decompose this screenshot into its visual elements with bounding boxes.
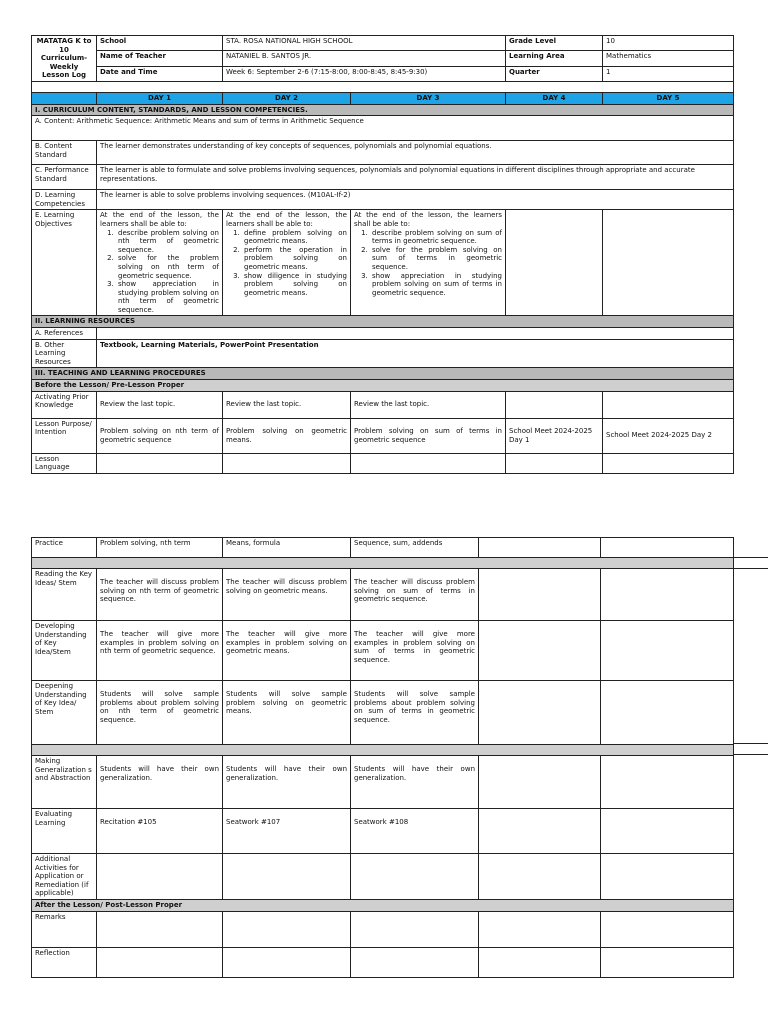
evaluating-label: Evaluating Learning bbox=[32, 809, 97, 854]
developing-day2: The teacher will give more examples in problem solving on geometric means. bbox=[223, 621, 351, 681]
remarks-label: Remarks bbox=[32, 911, 97, 947]
other-resources-text: Textbook, Learning Materials, PowerPoint Presentation bbox=[97, 339, 734, 368]
objective-item: 3. show appreciation in studying problem solving on sum of terms in geometric sequence. bbox=[370, 272, 502, 298]
practice-day2: Means, formula bbox=[223, 538, 351, 558]
evaluating-day2: Seatwork #107 bbox=[223, 809, 351, 854]
generalization-day1: Students will have their own generalization. bbox=[97, 756, 223, 809]
objective-item: 1. describe problem solving on sum of terms in geometric sequence. bbox=[370, 229, 502, 246]
objectives-lead: At the end of the lesson, the learners shall be able to: bbox=[100, 211, 219, 228]
purpose-day3: Problem solving on sum of terms in geometric sequence bbox=[351, 418, 506, 453]
deepening-label: Deepening Understanding of Key Idea/ Stem bbox=[32, 681, 97, 745]
day-3-header: DAY 3 bbox=[351, 92, 506, 104]
activating-day1: Review the last topic. bbox=[97, 391, 223, 418]
purpose-day1: Problem solving on nth term of geometric sequence bbox=[97, 418, 223, 453]
after-lesson-heading: After the Lesson/ Post-Lesson Proper bbox=[32, 899, 734, 911]
school-label: School bbox=[97, 36, 223, 51]
generalization-label: Making Generalization s and Abstraction bbox=[32, 756, 97, 809]
additional-day4 bbox=[479, 854, 601, 900]
objective-item: 2. solve for the problem solving on nth term of geometric sequence. bbox=[116, 254, 219, 280]
grey-divider-1 bbox=[32, 558, 734, 569]
days-header-row bbox=[32, 92, 734, 104]
section3-title: III. TEACHING AND LEARNING PROCEDURES bbox=[32, 368, 734, 380]
log-title: MATATAG K to 10 Curriculum-Weekly Lesson Log bbox=[32, 36, 97, 82]
datetime-value: Week 6: September 2-6 (7:15-8:00, 8:00-8:45, 8:45-9:30) bbox=[223, 66, 506, 81]
language-day3 bbox=[351, 453, 506, 473]
activating-day5 bbox=[603, 391, 734, 418]
competencies-label: D. Learning Competencies bbox=[32, 190, 97, 210]
purpose-day4: School Meet 2024-2025 Day 1 bbox=[506, 418, 603, 453]
additional-day1 bbox=[97, 854, 223, 900]
practice-day5 bbox=[601, 538, 734, 558]
remarks-day5 bbox=[601, 911, 734, 947]
deepening-day5 bbox=[601, 681, 734, 745]
objectives-day4 bbox=[506, 210, 603, 316]
quarter-value: 1 bbox=[603, 66, 734, 81]
reading-day4 bbox=[479, 569, 601, 621]
objectives-lead: At the end of the lesson, the learners shall be able to: bbox=[354, 211, 502, 228]
additional-day3 bbox=[351, 854, 479, 900]
purpose-day2: Problem solving on geometric means. bbox=[223, 418, 351, 453]
developing-day5 bbox=[601, 621, 734, 681]
lesson-log-table-page1 bbox=[31, 35, 734, 474]
deepening-day1: Students will solve sample problems about problem solving on nth term of geometric sequence. bbox=[97, 681, 223, 745]
evaluating-day4 bbox=[479, 809, 601, 854]
purpose-label: Lesson Purpose/ Intention bbox=[32, 418, 97, 453]
reflection-day5 bbox=[601, 947, 734, 977]
spacer-row bbox=[32, 81, 734, 92]
language-day2 bbox=[223, 453, 351, 473]
language-day4 bbox=[506, 453, 603, 473]
developing-day3: The teacher will give more examples in problem solving on sum of terms in geometric sequence. bbox=[351, 621, 479, 681]
reflection-day4 bbox=[479, 947, 601, 977]
area-value: Mathematics bbox=[603, 51, 734, 66]
generalization-day2: Students will have their own generalization. bbox=[223, 756, 351, 809]
objectives-day1 bbox=[97, 210, 223, 316]
ruling-extension bbox=[733, 568, 768, 569]
objectives-label: E. Learning Objectives bbox=[32, 210, 97, 316]
day-4-header: DAY 4 bbox=[506, 92, 603, 104]
days-corner bbox=[32, 92, 97, 104]
references-value bbox=[97, 328, 734, 340]
objectives-day2 bbox=[223, 210, 351, 316]
additional-label: Additional Activities for Application or Remediation (if applicable) bbox=[32, 854, 97, 900]
datetime-label: Date and Time bbox=[97, 66, 223, 81]
remarks-day3 bbox=[351, 911, 479, 947]
developing-day4 bbox=[479, 621, 601, 681]
lesson-log-table-page2 bbox=[31, 537, 734, 978]
evaluating-day5 bbox=[601, 809, 734, 854]
school-value: STA. ROSA NATIONAL HIGH SCHOOL bbox=[223, 36, 506, 51]
reflection-label: Reflection bbox=[32, 947, 97, 977]
grade-label: Grade Level bbox=[506, 36, 603, 51]
remarks-day2 bbox=[223, 911, 351, 947]
evaluating-day3: Seatwork #108 bbox=[351, 809, 479, 854]
deepening-day2: Students will solve sample problem solving on geometric means. bbox=[223, 681, 351, 745]
objectives-lead: At the end of the lesson, the learners shall be able to: bbox=[226, 211, 347, 228]
section2-title: II. LEARNING RESOURCES bbox=[32, 316, 734, 328]
content-standard-text: The learner demonstrates understanding of key concepts of sequences, polynomials and polynomial equations. bbox=[97, 141, 734, 165]
content-standard-label: B. Content Standard bbox=[32, 141, 97, 165]
reflection-day3 bbox=[351, 947, 479, 977]
day-2-header: DAY 2 bbox=[223, 92, 351, 104]
objective-item: 1. define problem solving on geometric means. bbox=[242, 229, 347, 246]
practice-day4 bbox=[479, 538, 601, 558]
ruling-extension bbox=[733, 754, 768, 755]
day-1-header: DAY 1 bbox=[97, 92, 223, 104]
reading-label: Reading the Key Ideas/ Stem bbox=[32, 569, 97, 621]
reading-day2: The teacher will discuss problem solving on geometric means. bbox=[223, 569, 351, 621]
objective-item: 2. solve for the problem solving on sum of terms in geometric sequence. bbox=[370, 246, 502, 272]
objective-item: 1. describe problem solving on nth term of geometric sequence. bbox=[116, 229, 219, 255]
teacher-label: Name of Teacher bbox=[97, 51, 223, 66]
practice-day1: Problem solving, nth term bbox=[97, 538, 223, 558]
references-label: A. References bbox=[32, 328, 97, 340]
day-5-header: DAY 5 bbox=[603, 92, 734, 104]
reading-day5 bbox=[601, 569, 734, 621]
language-label: Lesson Language bbox=[32, 453, 97, 473]
deepening-day4 bbox=[479, 681, 601, 745]
activating-day2: Review the last topic. bbox=[223, 391, 351, 418]
teacher-value: NATANIEL B. SANTOS JR. bbox=[223, 51, 506, 66]
objectives-day3 bbox=[351, 210, 506, 316]
additional-day5 bbox=[601, 854, 734, 900]
section1-title: I. CURRICULUM CONTENT, STANDARDS, AND LESSON COMPETENCIES. bbox=[32, 104, 734, 116]
activating-label: Activating Prior Knowledge bbox=[32, 391, 97, 418]
objective-item: 3. show diligence in studying problem solving on geometric means. bbox=[242, 272, 347, 298]
grey-divider-2 bbox=[32, 745, 734, 756]
ruling-extension bbox=[733, 557, 768, 558]
developing-day1: The teacher will give more examples in problem solving on nth term of geometric sequence. bbox=[97, 621, 223, 681]
quarter-label: Quarter bbox=[506, 66, 603, 81]
activating-day4 bbox=[506, 391, 603, 418]
ruling-extension bbox=[733, 743, 768, 744]
generalization-day3: Students will have their own generalization. bbox=[351, 756, 479, 809]
before-lesson-heading: Before the Lesson/ Pre-Lesson Proper bbox=[32, 380, 734, 392]
objective-item: 2. perform the operation in problem solving on geometric means. bbox=[242, 246, 347, 272]
practice-label: Practice bbox=[32, 538, 97, 558]
generalization-day5 bbox=[601, 756, 734, 809]
additional-day2 bbox=[223, 854, 351, 900]
practice-day3: Sequence, sum, addends bbox=[351, 538, 479, 558]
reading-day1: The teacher will discuss problem solving on nth term of geometric sequence. bbox=[97, 569, 223, 621]
performance-standard-text: The learner is able to formulate and solve problems involving sequences, polynomials and polynomial equations in different disciplines through appropriate and accurate representations. bbox=[97, 165, 734, 190]
other-resources-label: B. Other Learning Resources bbox=[32, 339, 97, 368]
activating-day3: Review the last topic. bbox=[351, 391, 506, 418]
deepening-day3: Students will solve sample problems about problem solving on sum of terms in geometric sequence. bbox=[351, 681, 479, 745]
purpose-day5: School Meet 2024-2025 Day 2 bbox=[603, 418, 734, 453]
objectives-day5 bbox=[603, 210, 734, 316]
remarks-day1 bbox=[97, 911, 223, 947]
grade-value: 10 bbox=[603, 36, 734, 51]
area-label: Learning Area bbox=[506, 51, 603, 66]
reflection-day2 bbox=[223, 947, 351, 977]
developing-label: Developing Understanding of Key Idea/Stem bbox=[32, 621, 97, 681]
reading-day3: The teacher will discuss problem solving on sum of terms in geometric sequence. bbox=[351, 569, 479, 621]
content-a: A. Content: Arithmetic Sequence: Arithmetic Means and sum of terms in Arithmetic Sequence bbox=[32, 116, 734, 141]
competencies-text: The learner is able to solve problems involving sequences. (M10AL-If-2) bbox=[97, 190, 734, 210]
remarks-day4 bbox=[479, 911, 601, 947]
objective-item: 3. show appreciation in studying problem solving on nth term of geometric sequence. bbox=[116, 280, 219, 314]
language-day1 bbox=[97, 453, 223, 473]
performance-standard-label: C. Performance Standard bbox=[32, 165, 97, 190]
evaluating-day1: Recitation #105 bbox=[97, 809, 223, 854]
reflection-day1 bbox=[97, 947, 223, 977]
generalization-day4 bbox=[479, 756, 601, 809]
language-day5 bbox=[603, 453, 734, 473]
